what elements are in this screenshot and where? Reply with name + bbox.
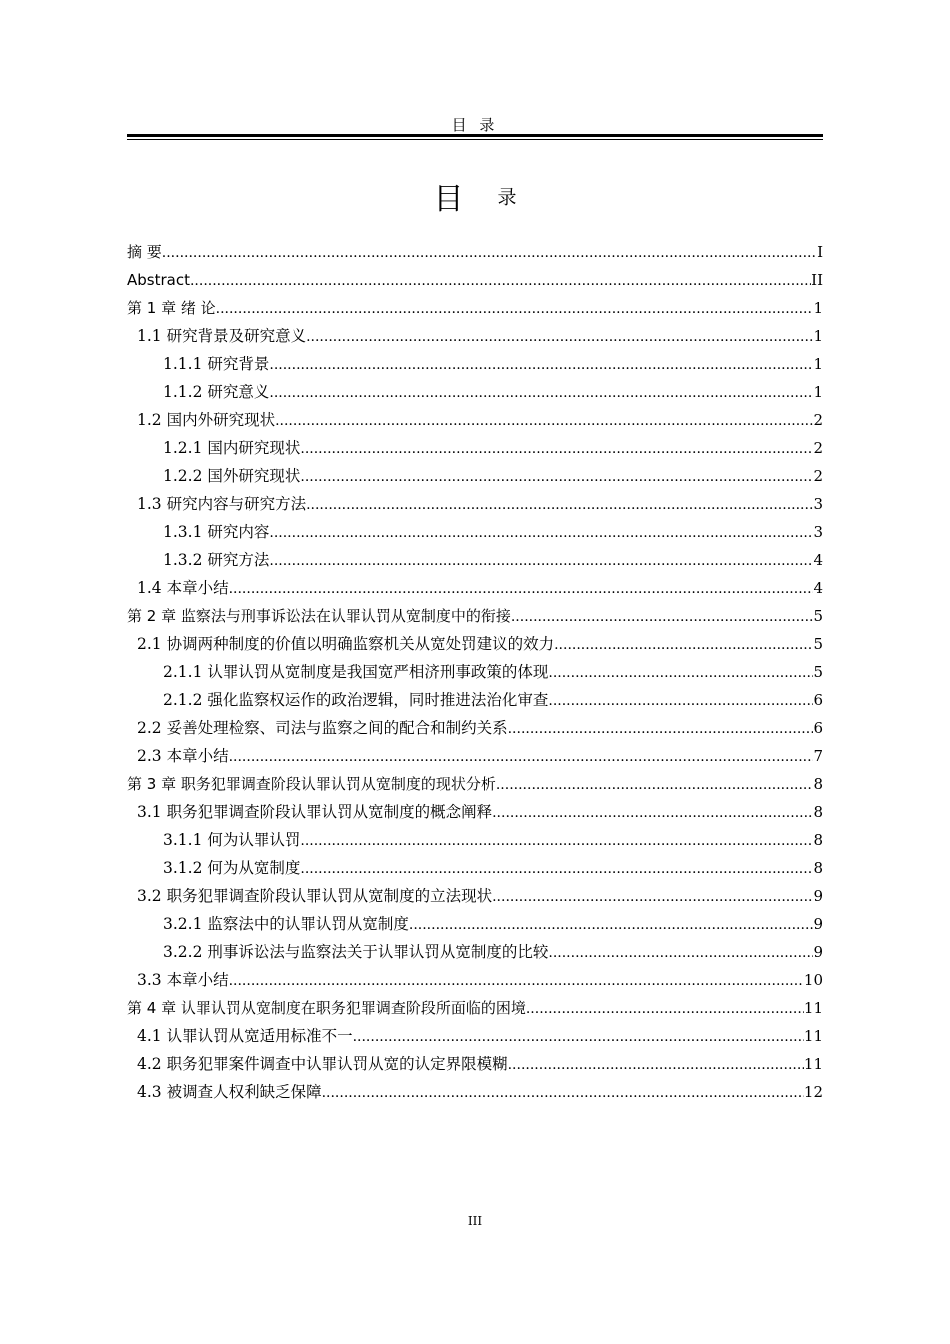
toc-entry[interactable] bbox=[127, 490, 823, 518]
toc-entry-label: 1.1.2 研究意义 bbox=[163, 383, 270, 401]
toc-entry-label: 3.2.1 监察法中的认罪认罚从宽制度 bbox=[163, 915, 409, 933]
toc-entry-label: 第 2 章 监察法与刑事诉讼法在认罪认罚从宽制度中的衔接 bbox=[127, 607, 511, 625]
toc-entry-page: 6 bbox=[813, 691, 823, 709]
toc-entry[interactable] bbox=[127, 994, 823, 1022]
toc-entry-label: 1.3.1 研究内容 bbox=[163, 523, 270, 541]
toc-entry-page: 5 bbox=[813, 663, 823, 681]
toc-dot-leader bbox=[269, 546, 813, 574]
toc-entry-label: 摘 要 bbox=[127, 243, 162, 261]
toc-entry[interactable] bbox=[127, 882, 823, 910]
toc-entry-page: 1 bbox=[813, 355, 823, 373]
toc-entry-page: 11 bbox=[803, 999, 823, 1017]
toc-entry[interactable] bbox=[127, 294, 823, 322]
toc-dot-leader bbox=[269, 518, 813, 546]
table-of-contents bbox=[127, 238, 823, 1106]
toc-entry-label: 4.3 被调查人权利缺乏保障 bbox=[137, 1083, 322, 1101]
toc-entry-page: 8 bbox=[813, 859, 823, 877]
toc-entry-page: 4 bbox=[813, 551, 823, 569]
toc-dot-leader bbox=[300, 826, 813, 854]
toc-entry-page: 8 bbox=[813, 803, 823, 821]
toc-entry-label: 1.3 研究内容与研究方法 bbox=[137, 495, 307, 513]
toc-entry[interactable] bbox=[127, 938, 823, 966]
toc-dot-leader bbox=[306, 322, 813, 350]
toc-dot-leader bbox=[300, 462, 813, 490]
toc-dot-leader bbox=[548, 938, 813, 966]
toc-entry[interactable] bbox=[127, 238, 823, 266]
toc-dot-leader bbox=[229, 574, 814, 602]
toc-entry[interactable] bbox=[127, 1022, 823, 1050]
toc-entry[interactable] bbox=[127, 854, 823, 882]
toc-entry-page: 8 bbox=[813, 831, 823, 849]
toc-entry-page: 12 bbox=[803, 1083, 823, 1101]
running-header: 目 录 bbox=[451, 116, 499, 134]
toc-entry-page: 3 bbox=[813, 495, 823, 513]
toc-entry-label: 1.2.2 国外研究现状 bbox=[163, 467, 301, 485]
toc-dot-leader bbox=[492, 882, 813, 910]
toc-entry-page: 9 bbox=[813, 915, 823, 933]
toc-title bbox=[127, 174, 823, 218]
toc-entry-page: 7 bbox=[813, 747, 823, 765]
toc-dot-leader bbox=[554, 630, 813, 658]
toc-entry-label: 第 4 章 认罪认罚从宽制度在职务犯罪调查阶段所面临的困境 bbox=[127, 999, 526, 1017]
toc-entry-label: 第 1 章 绪 论 bbox=[127, 299, 216, 317]
toc-title-second: 录 bbox=[497, 186, 517, 209]
toc-entry[interactable] bbox=[127, 630, 823, 658]
toc-dot-leader bbox=[353, 1022, 804, 1050]
toc-entry[interactable] bbox=[127, 574, 823, 602]
toc-entry[interactable] bbox=[127, 714, 823, 742]
toc-entry-label: 1.2.1 国内研究现状 bbox=[163, 439, 301, 457]
toc-entry-page: 8 bbox=[813, 775, 823, 793]
toc-entry-label: 4.1 认罪认罚从宽适用标准不一 bbox=[137, 1027, 353, 1045]
toc-entry-label: 1.2 国内外研究现状 bbox=[137, 411, 276, 429]
toc-dot-leader bbox=[269, 350, 813, 378]
toc-entry[interactable] bbox=[127, 518, 823, 546]
toc-dot-leader bbox=[511, 602, 814, 630]
toc-entry-label: 第 3 章 职务犯罪调查阶段认罪认罚从宽制度的现状分析 bbox=[127, 775, 496, 793]
toc-entry[interactable] bbox=[127, 1050, 823, 1078]
toc-entry-page: 11 bbox=[803, 1055, 823, 1073]
toc-entry-page: 1 bbox=[813, 327, 823, 345]
toc-entry-label: 3.2.2 刑事诉讼法与监察法关于认罪认罚从宽制度的比较 bbox=[163, 943, 549, 961]
toc-dot-leader bbox=[300, 434, 813, 462]
toc-dot-leader bbox=[548, 686, 813, 714]
toc-entry[interactable] bbox=[127, 658, 823, 686]
toc-entry-page: I bbox=[817, 243, 823, 261]
toc-dot-leader bbox=[526, 994, 804, 1022]
toc-entry[interactable] bbox=[127, 1078, 823, 1106]
toc-entry[interactable] bbox=[127, 742, 823, 770]
toc-entry-label: 2.1.1 认罪认罚从宽制度是我国宽严相济刑事政策的体现 bbox=[163, 663, 549, 681]
toc-entry-label: 3.1.2 何为从宽制度 bbox=[163, 859, 301, 877]
toc-dot-leader bbox=[409, 910, 814, 938]
toc-entry-label: 2.1 协调两种制度的价值以明确监察机关从宽处罚建议的效力 bbox=[137, 635, 555, 653]
toc-entry-page: 1 bbox=[813, 299, 823, 317]
toc-entry-page: 9 bbox=[813, 943, 823, 961]
toc-entry-page: 11 bbox=[803, 1027, 823, 1045]
toc-entry-label: 2.2 妥善处理检察、司法与监察之间的配合和制约关系 bbox=[137, 719, 508, 737]
toc-dot-leader bbox=[269, 378, 813, 406]
toc-title-main: 目 bbox=[433, 182, 464, 217]
toc-entry-page: 10 bbox=[803, 971, 823, 989]
toc-dot-leader bbox=[190, 266, 811, 294]
toc-entry-page: 2 bbox=[813, 467, 823, 485]
toc-entry-label: 3.1.1 何为认罪认罚 bbox=[163, 831, 301, 849]
toc-entry-page: 2 bbox=[813, 411, 823, 429]
toc-entry[interactable] bbox=[127, 770, 823, 798]
toc-entry[interactable] bbox=[127, 686, 823, 714]
toc-entry-page: 2 bbox=[813, 439, 823, 457]
toc-entry-page: 5 bbox=[813, 607, 823, 625]
toc-entry[interactable] bbox=[127, 266, 823, 294]
toc-entry-label: 3.3 本章小结 bbox=[137, 971, 229, 989]
toc-entry-page: 9 bbox=[813, 887, 823, 905]
toc-entry[interactable] bbox=[127, 462, 823, 490]
toc-dot-leader bbox=[229, 742, 814, 770]
toc-entry[interactable] bbox=[127, 910, 823, 938]
toc-entry-label: 1.3.2 研究方法 bbox=[163, 551, 270, 569]
toc-entry-label: 3.2 职务犯罪调查阶段认罪认罚从宽制度的立法现状 bbox=[137, 887, 493, 905]
toc-entry-label: 1.4 本章小结 bbox=[137, 579, 229, 597]
toc-entry-page: 5 bbox=[813, 635, 823, 653]
toc-dot-leader bbox=[275, 406, 813, 434]
toc-entry[interactable] bbox=[127, 406, 823, 434]
toc-entry[interactable] bbox=[127, 826, 823, 854]
toc-entry[interactable] bbox=[127, 798, 823, 826]
toc-dot-leader bbox=[496, 770, 814, 798]
toc-dot-leader bbox=[229, 966, 804, 994]
toc-dot-leader bbox=[508, 714, 814, 742]
header-rule bbox=[127, 134, 823, 137]
toc-entry-page: 1 bbox=[813, 383, 823, 401]
toc-entry[interactable] bbox=[127, 322, 823, 350]
toc-entry-label: Abstract bbox=[127, 271, 190, 289]
toc-entry[interactable] bbox=[127, 602, 823, 630]
toc-entry-label: 3.1 职务犯罪调查阶段认罪认罚从宽制度的概念阐释 bbox=[137, 803, 493, 821]
toc-entry[interactable] bbox=[127, 350, 823, 378]
toc-dot-leader bbox=[306, 490, 813, 518]
toc-entry-page: 4 bbox=[813, 579, 823, 597]
toc-entry[interactable] bbox=[127, 966, 823, 994]
toc-entry-label: 2.3 本章小结 bbox=[137, 747, 229, 765]
toc-entry-label: 1.1 研究背景及研究意义 bbox=[137, 327, 307, 345]
toc-entry-page: 3 bbox=[813, 523, 823, 541]
toc-dot-leader bbox=[548, 658, 813, 686]
page-number: III bbox=[467, 1214, 483, 1228]
toc-entry-label: 2.1.2 强化监察权运作的政治逻辑，同时推进法治化审查 bbox=[163, 691, 549, 709]
toc-dot-leader bbox=[492, 798, 813, 826]
toc-entry[interactable] bbox=[127, 546, 823, 574]
toc-entry-label: 4.2 职务犯罪案件调查中认罪认罚从宽的认定界限模糊 bbox=[137, 1055, 508, 1073]
toc-entry[interactable] bbox=[127, 434, 823, 462]
toc-dot-leader bbox=[300, 854, 813, 882]
toc-entry-page: II bbox=[811, 271, 823, 289]
header-rule-thin bbox=[127, 139, 823, 140]
toc-dot-leader bbox=[216, 294, 814, 322]
toc-dot-leader bbox=[322, 1078, 804, 1106]
toc-entry-label: 1.1.1 研究背景 bbox=[163, 355, 270, 373]
toc-dot-leader bbox=[508, 1050, 804, 1078]
toc-entry-page: 6 bbox=[813, 719, 823, 737]
toc-entry[interactable] bbox=[127, 378, 823, 406]
toc-dot-leader bbox=[162, 238, 817, 266]
